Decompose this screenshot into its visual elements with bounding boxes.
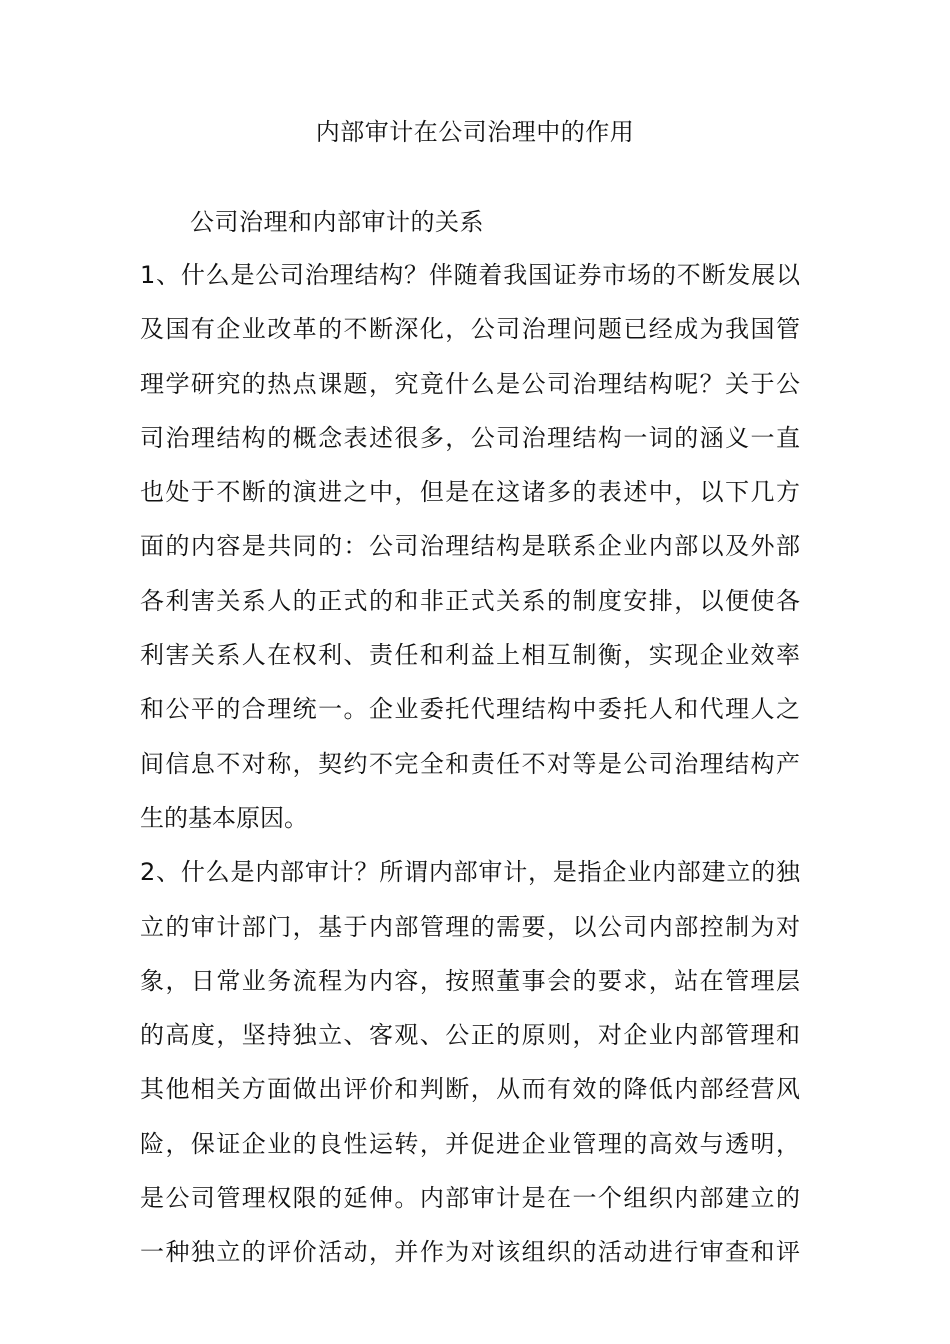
paragraph-line: 其他相关方面做出评价和判断，从而有效的降低内部经营风	[140, 1075, 800, 1104]
paragraph-line: 1、什么是公司治理结构？伴随着我国证券市场的不断发展以	[140, 261, 800, 289]
section-heading: 公司治理和内部审计的关系	[190, 208, 484, 236]
paragraph-line: 一种独立的评价活动，并作为对该组织的活动进行审查和评	[140, 1238, 800, 1267]
paragraph-line: 是公司管理权限的延伸。内部审计是在一个组织内部建立的	[140, 1184, 800, 1213]
paragraph-line: 及国有企业改革的不断深化，公司治理问题已经成为我国管	[140, 315, 800, 344]
paragraph-line: 利害关系人在权利、责任和利益上相互制衡，实现企业效率	[140, 641, 800, 670]
paragraph-line: 间信息不对称，契约不完全和责任不对等是公司治理结构产	[140, 749, 800, 778]
paragraph-line: 司治理结构的概念表述很多，公司治理结构一词的涵义一直	[140, 423, 800, 452]
paragraph-line: 和公平的合理统一。企业委托代理结构中委托人和代理人之	[140, 695, 800, 724]
paragraph-line: 各利害关系人的正式的和非正式关系的制度安排，以便使各	[140, 586, 800, 615]
paragraph-line: 也处于不断的演进之中，但是在这诸多的表述中，以下几方	[140, 478, 800, 507]
paragraph-line: 立的审计部门，基于内部管理的需要，以公司内部控制为对	[140, 912, 800, 941]
paragraph-line: 2、什么是内部审计？所谓内部审计，是指企业内部建立的独	[140, 858, 800, 887]
paragraph-line: 理学研究的热点课题，究竟什么是公司治理结构呢？关于公	[140, 369, 800, 398]
document-title: 内部审计在公司治理中的作用	[315, 118, 635, 146]
paragraph-line: 象，日常业务流程为内容，按照董事会的要求，站在管理层	[140, 966, 800, 995]
paragraph-line: 的高度，坚持独立、客观、公正的原则，对企业内部管理和	[140, 1021, 800, 1050]
paragraph-line: 面的内容是共同的：公司治理结构是联系企业内部以及外部	[140, 532, 800, 561]
paragraph-internal-audit	[140, 845, 800, 1279]
document-body	[140, 248, 800, 1280]
paragraph-line: 生的基本原因。	[140, 803, 308, 832]
paragraph-corporate-governance	[140, 248, 800, 845]
paragraph-line: 险，保证企业的良性运转，并促进企业管理的高效与透明，	[140, 1129, 800, 1158]
